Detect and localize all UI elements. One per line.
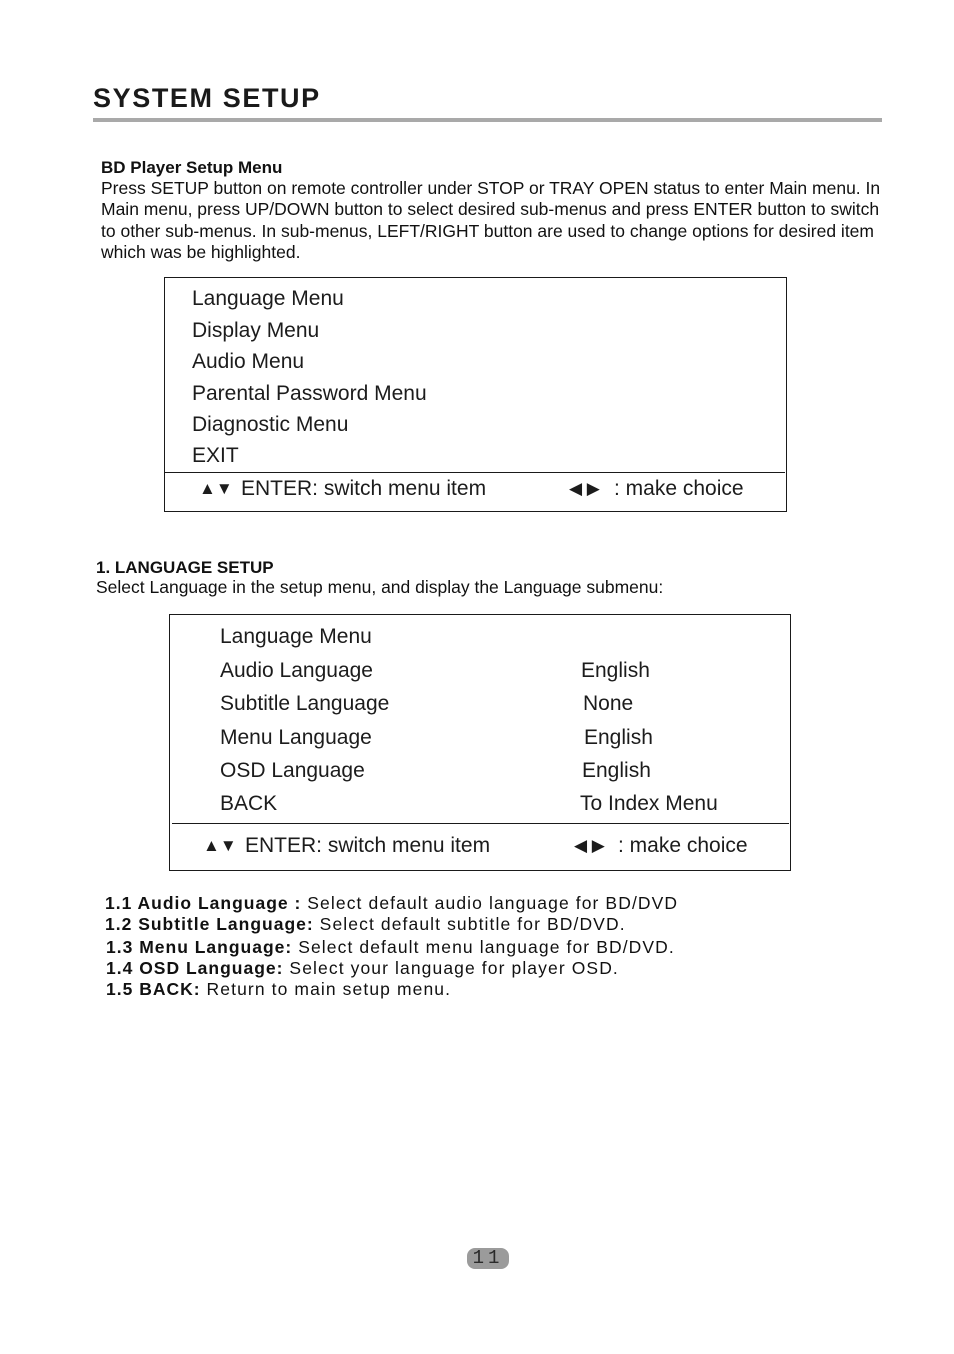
language-menu bbox=[169, 614, 791, 871]
row-label-back[interactable]: BACK bbox=[220, 792, 278, 815]
page-title: SYSTEM SETUP bbox=[93, 83, 321, 113]
menu-divider bbox=[165, 472, 785, 473]
row-value-audio-language[interactable]: English bbox=[581, 659, 650, 682]
language-body: Select Language in the setup menu, and display the Language submenu: bbox=[96, 577, 664, 597]
page-number-badge: 11 bbox=[467, 1248, 509, 1269]
menu-item-language[interactable]: Language Menu bbox=[192, 287, 344, 310]
enter-hint: ENTER: switch menu item bbox=[241, 477, 487, 500]
row-value-osd-language[interactable]: English bbox=[582, 759, 651, 782]
row-label-subtitle-language[interactable]: Subtitle Language bbox=[220, 692, 390, 715]
list-text: Select your language for player OSD. bbox=[289, 958, 619, 978]
intro-body: Press SETUP button on remote controller under STOP or TRAY OPEN status to enter Main menu. In Main menu, press UP/DOWN button to select desired sub-menus and press ENTER button to switch to other sub-menus. In sub-menus, LEFT/RIGHT button are used to change options for desired item which was be highlighted. bbox=[101, 178, 881, 262]
list-term: 1.5 BACK: bbox=[106, 979, 201, 999]
list-item bbox=[105, 914, 626, 935]
list-text: Select default menu language for BD/DVD. bbox=[298, 937, 675, 957]
menu-item-display[interactable]: Display Menu bbox=[192, 319, 320, 342]
list-term: 1.4 OSD Language: bbox=[106, 958, 284, 978]
row-value-subtitle-language[interactable]: None bbox=[583, 692, 634, 715]
menu-divider bbox=[172, 823, 789, 824]
row-label-audio-language[interactable]: Audio Language bbox=[220, 659, 373, 682]
left-right-arrows-icon: ◀ ▶ bbox=[569, 479, 600, 498]
menu-item-audio[interactable]: Audio Menu bbox=[192, 350, 305, 373]
intro-heading: BD Player Setup Menu bbox=[101, 158, 283, 177]
menu-item-parental[interactable]: Parental Password Menu bbox=[192, 382, 427, 405]
row-label-osd-language[interactable]: OSD Language bbox=[220, 759, 365, 782]
list-item bbox=[105, 893, 678, 914]
language-heading: 1. LANGUAGE SETUP bbox=[96, 558, 274, 577]
list-text: Select default audio language for BD/DVD bbox=[307, 893, 679, 913]
list-term: 1.2 Subtitle Language: bbox=[105, 914, 314, 934]
list-text: Return to main setup menu. bbox=[206, 979, 452, 999]
row-label-menu-language[interactable]: Menu Language bbox=[220, 726, 372, 749]
list-item bbox=[106, 958, 619, 979]
choice-hint: : make choice bbox=[614, 477, 744, 500]
row-value-back[interactable]: To Index Menu bbox=[580, 792, 718, 815]
language-menu-title: Language Menu bbox=[220, 625, 372, 648]
list-term: 1.1 Audio Language : bbox=[105, 893, 302, 913]
menu-item-diagnostic[interactable]: Diagnostic Menu bbox=[192, 413, 349, 436]
left-right-arrows-icon: ◀ ▶ bbox=[574, 836, 605, 855]
list-text: Select default subtitle for BD/DVD. bbox=[319, 914, 626, 934]
enter-hint: ENTER: switch menu item bbox=[245, 834, 491, 857]
menu-item-exit[interactable]: EXIT bbox=[192, 444, 239, 467]
list-item bbox=[106, 937, 675, 958]
list-item bbox=[106, 979, 451, 1000]
up-down-arrows-icon: ▲▼ bbox=[199, 479, 233, 498]
main-setup-menu bbox=[164, 277, 787, 512]
choice-hint: : make choice bbox=[618, 834, 748, 857]
row-value-menu-language[interactable]: English bbox=[584, 726, 653, 749]
title-rule bbox=[93, 118, 882, 122]
list-term: 1.3 Menu Language: bbox=[106, 937, 293, 957]
up-down-arrows-icon: ▲▼ bbox=[203, 836, 237, 855]
